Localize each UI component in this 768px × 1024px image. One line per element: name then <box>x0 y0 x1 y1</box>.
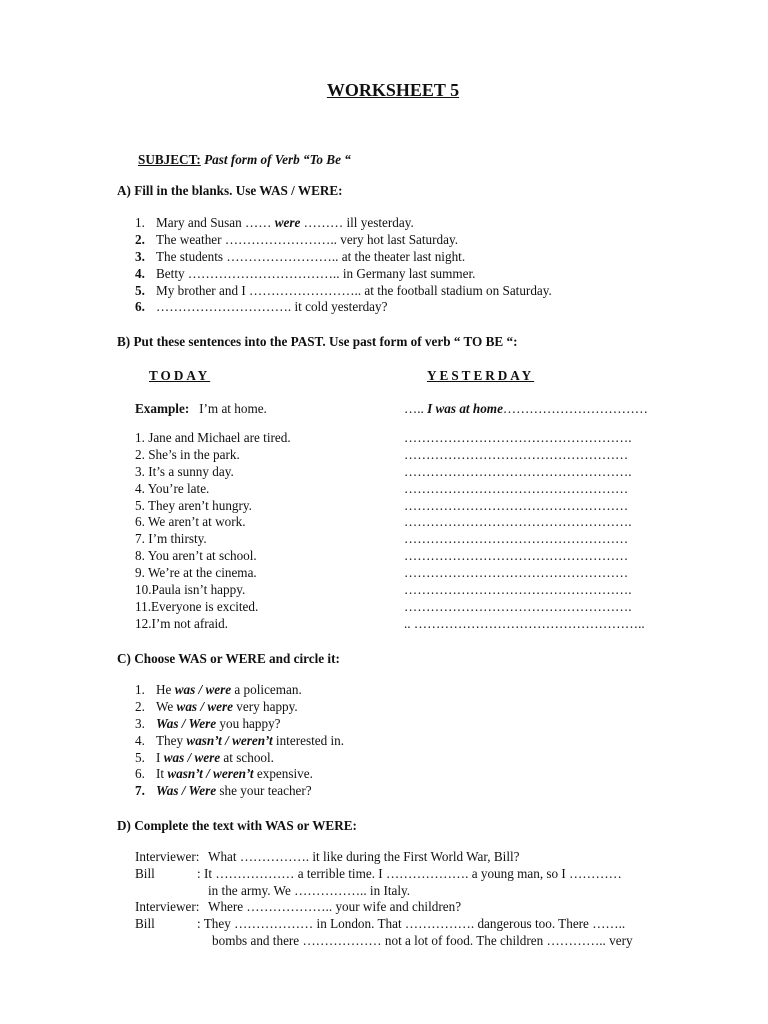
item-text: The weather …………………….. very hot last Saturday. <box>156 231 459 247</box>
list-item <box>135 750 344 767</box>
item-text: interested in. <box>272 732 345 748</box>
speaker-label: Interviewer: <box>135 899 200 915</box>
section-a-list <box>135 215 552 316</box>
item-number: 6. <box>135 299 145 315</box>
item-text: she your teacher? <box>216 783 312 799</box>
example-today <box>135 400 267 417</box>
example-dots: ….. <box>404 401 428 416</box>
item-number: 3. <box>135 248 145 264</box>
yesterday-answer-lines <box>404 430 645 633</box>
subject-value: Past form of Verb “To Be “ <box>204 152 351 167</box>
example-label: Example: <box>135 401 190 416</box>
item-number: 1. <box>135 215 145 230</box>
today-column-heading: TODAY <box>149 368 211 383</box>
item-text: …………………………. it cold yesterday? <box>156 299 388 315</box>
dialogue-text: bombs and there ……………… not a lot of food. The children ………….. very <box>212 932 633 948</box>
answer-line: …………………………………………… <box>404 531 629 547</box>
item-number: 3. <box>135 715 145 731</box>
item-text: He <box>156 682 175 697</box>
answer-line: ……………………………………………. <box>404 514 632 530</box>
example-sentence: I’m at home. <box>199 401 267 416</box>
item-text: Mary and Susan …… <box>156 215 275 230</box>
item-text: very happy. <box>232 698 298 714</box>
list-item <box>135 733 344 750</box>
section-c-heading: C) Choose WAS or WERE and circle it: <box>117 651 340 666</box>
list-item: 2. She’s in the park. <box>135 446 240 462</box>
answer-line: .. …………………………………………….. <box>404 615 645 631</box>
yesterday-column-heading: YESTERDAY <box>427 368 535 383</box>
item-text: a policeman. <box>231 682 302 697</box>
list-item: 4. You’re late. <box>135 480 210 496</box>
answer-line: …………………………………………… <box>404 565 629 581</box>
speaker-label: Bill <box>135 916 155 932</box>
item-number: 2. <box>135 231 145 247</box>
item-text: We <box>156 698 177 714</box>
list-item <box>135 699 344 716</box>
list-item: 1. Jane and Michael are tired. <box>135 430 291 445</box>
list-item: 12.I’m not afraid. <box>135 615 229 631</box>
example-answer: I was at home <box>427 401 503 416</box>
list-item <box>135 299 552 316</box>
answer-line: ……………………………………………. <box>404 598 632 614</box>
list-item <box>135 249 552 266</box>
today-sentences-list <box>135 430 291 633</box>
item-choice: wasn’t / weren’t <box>186 732 273 748</box>
dialogue-text: : It ……………… a terrible time. I ………………. a young man, so I ………… <box>197 865 622 881</box>
item-text: The students …………………….. at the theater last night. <box>156 248 466 264</box>
item-choice: wasn’t / weren’t <box>167 766 254 782</box>
list-item <box>135 716 344 733</box>
item-choice: was / were <box>174 682 232 697</box>
item-text: ……… ill yesterday. <box>300 215 414 230</box>
subject-label: SUBJECT: <box>138 152 201 167</box>
list-item <box>135 283 552 300</box>
item-text: Betty …………………………….. in Germany last summer. <box>156 265 476 281</box>
item-text: expensive. <box>253 766 313 782</box>
subject-line <box>138 151 351 168</box>
item-number: 5. <box>135 749 145 765</box>
item-answer: were <box>274 215 301 230</box>
list-item: 3. It’s a sunny day. <box>135 463 234 479</box>
example-dots: …………………………… <box>502 401 648 416</box>
section-c-list <box>135 682 344 800</box>
item-number: 4. <box>135 732 145 748</box>
section-b-heading: B) Put these sentences into the PAST. Use past form of verb “ TO BE “: <box>117 334 518 349</box>
item-number: 7. <box>135 783 145 799</box>
answer-line: ……………………………………………. <box>404 430 632 445</box>
item-text: My brother and I …………………….. at the football stadium on Saturday. <box>156 282 552 298</box>
answer-line: …………………………………………… <box>404 480 629 496</box>
list-item: 5. They aren’t hungry. <box>135 497 252 513</box>
item-number: 4. <box>135 265 145 281</box>
item-text: I <box>156 749 164 765</box>
list-item: 10.Paula isn’t happy. <box>135 582 246 598</box>
list-item <box>135 682 344 699</box>
item-choice: Was / Were <box>156 783 217 799</box>
list-item <box>135 766 344 783</box>
item-text: you happy? <box>216 715 281 731</box>
page-title: WORKSHEET 5 <box>326 80 460 100</box>
list-item: 8. You aren’t at school. <box>135 548 257 564</box>
list-item: 7. I’m thirsty. <box>135 531 207 547</box>
list-item <box>135 783 344 800</box>
answer-line: ……………………………………………. <box>404 463 632 479</box>
item-choice: Was / Were <box>156 715 217 731</box>
list-item <box>135 266 552 283</box>
section-a-heading: A) Fill in the blanks. Use WAS / WERE: <box>117 183 343 198</box>
answer-line: …………………………………………… <box>404 497 629 513</box>
list-item: 9. We’re at the cinema. <box>135 565 257 581</box>
answer-line: …………………………………………… <box>404 548 629 564</box>
dialogue-text: What ……………. it like during the First World War, Bill? <box>208 849 520 864</box>
item-choice: was / were <box>163 749 221 765</box>
dialogue-text: : They ……………… in London. That ……………. dangerous too. There …….. <box>197 916 626 932</box>
item-number: 5. <box>135 282 145 298</box>
item-text: They <box>156 732 187 748</box>
speaker-label: Bill <box>135 865 155 881</box>
dialogue-text: in the army. We …………….. in Italy. <box>208 882 411 898</box>
speaker-label: Interviewer: <box>135 849 200 864</box>
dialogue-text: Where ……………….. your wife and children? <box>208 899 462 915</box>
list-item <box>135 215 552 232</box>
item-number: 2. <box>135 698 145 714</box>
list-item: 11.Everyone is excited. <box>135 598 259 614</box>
list-item <box>135 232 552 249</box>
answer-line: ……………………………………………. <box>404 582 632 598</box>
answer-line: …………………………………………… <box>404 446 629 462</box>
item-number: 6. <box>135 766 145 782</box>
item-number: 1. <box>135 682 145 697</box>
example-yesterday <box>404 400 648 417</box>
item-text: at school. <box>220 749 274 765</box>
list-item: 6. We aren’t at work. <box>135 514 246 530</box>
section-d-heading: D) Complete the text with WAS or WERE: <box>117 818 357 833</box>
item-choice: was / were <box>176 698 233 714</box>
item-text: It <box>156 766 168 782</box>
